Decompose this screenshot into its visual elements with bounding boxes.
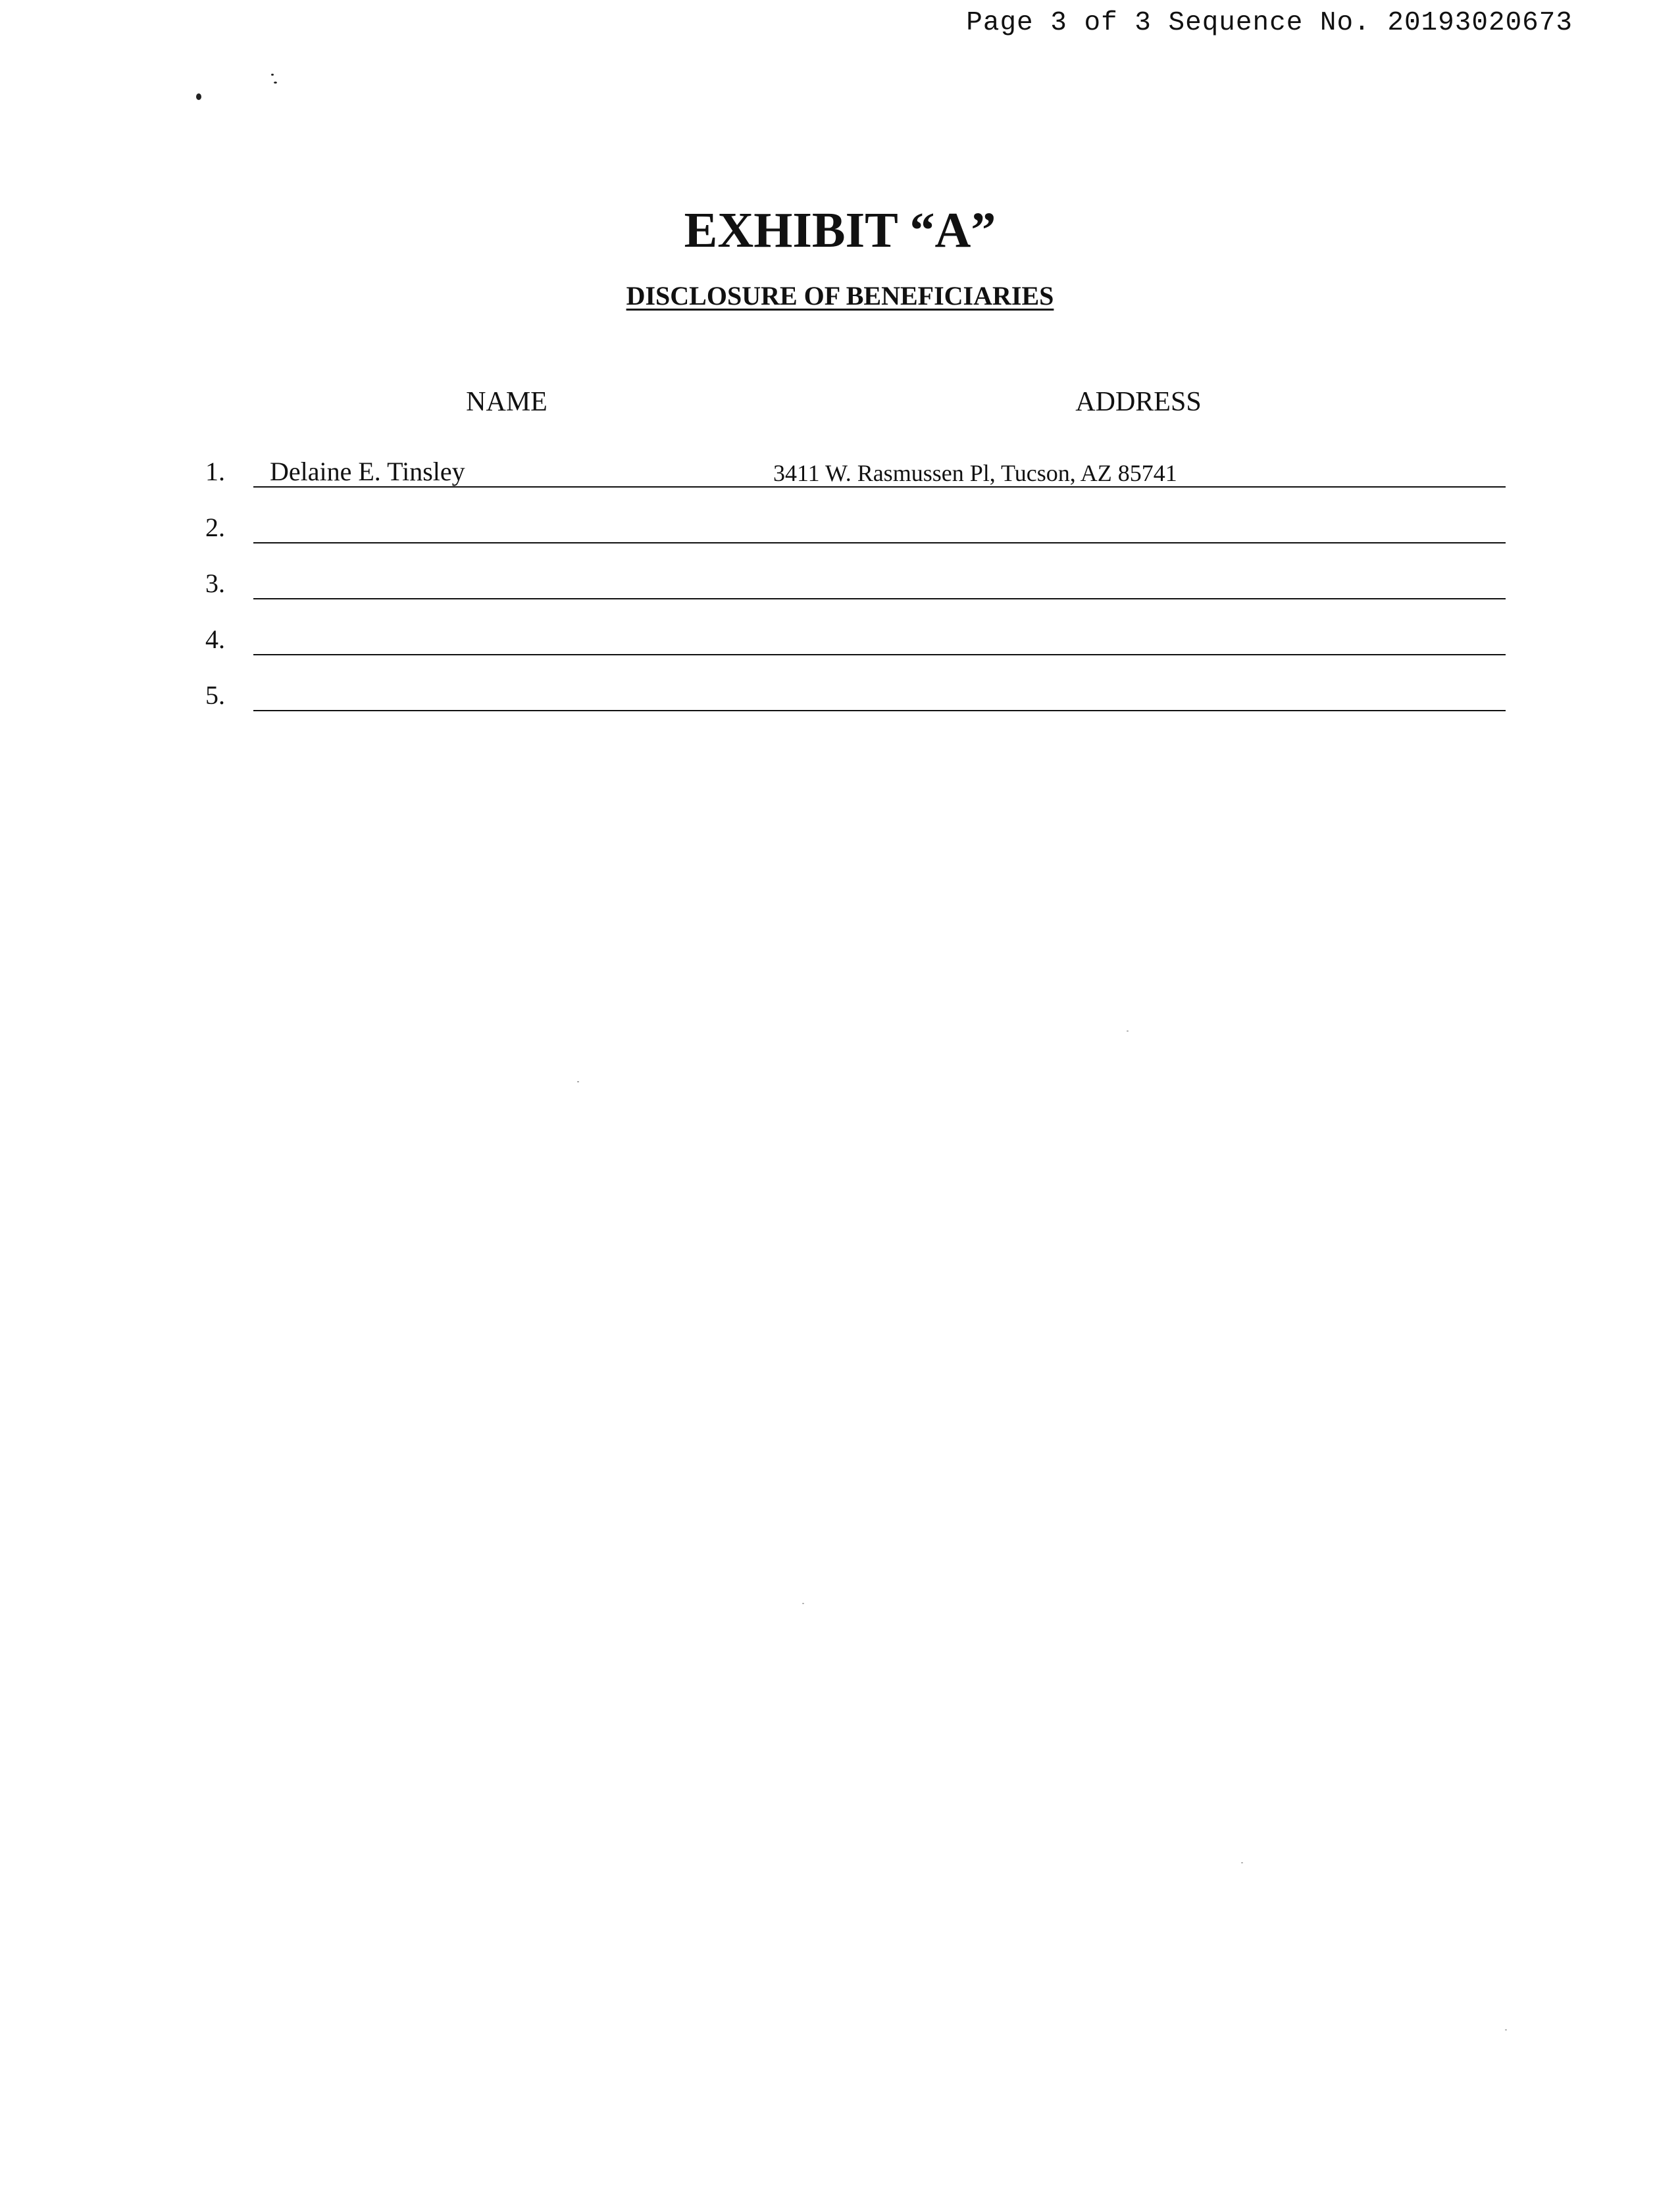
- scan-speck: [802, 1603, 804, 1604]
- row-underline: [253, 654, 1506, 655]
- scan-speck: [196, 93, 201, 100]
- beneficiary-name: Delaine E. Tinsley: [270, 457, 465, 486]
- column-header-address: ADDRESS: [1075, 387, 1202, 417]
- row-underline: [253, 542, 1506, 543]
- row-number: 4.: [205, 624, 225, 654]
- row-underline: [253, 486, 1506, 488]
- page-sequence-stamp: Page 3 of 3 Sequence No. 20193020673: [966, 8, 1573, 38]
- scan-speck: [1241, 1862, 1243, 1863]
- scan-speck: [1127, 1030, 1129, 1032]
- scan-speck: [577, 1081, 579, 1082]
- column-header-name: NAME: [466, 387, 547, 417]
- row-number: 2.: [205, 513, 225, 542]
- row-number: 3.: [205, 568, 225, 598]
- beneficiary-row: [0, 560, 1680, 599]
- beneficiary-row: [0, 448, 1680, 488]
- beneficiary-row: [0, 504, 1680, 543]
- beneficiary-address: 3411 W. Rasmussen Pl, Tucson, AZ 85741: [773, 460, 1177, 486]
- beneficiary-row: [0, 672, 1680, 711]
- scan-speck: [274, 82, 277, 84]
- scan-speck: [271, 74, 274, 76]
- exhibit-subtitle: [0, 283, 1680, 309]
- row-underline: [253, 710, 1506, 711]
- row-number: 5.: [205, 680, 225, 710]
- exhibit-subtitle-text: DISCLOSURE OF BENEFICIARIES: [626, 281, 1054, 311]
- row-number: 1.: [205, 457, 225, 486]
- beneficiary-row: [0, 616, 1680, 655]
- exhibit-title: EXHIBIT “A”: [684, 203, 996, 258]
- row-underline: [253, 598, 1506, 599]
- scan-speck: [1505, 2029, 1507, 2031]
